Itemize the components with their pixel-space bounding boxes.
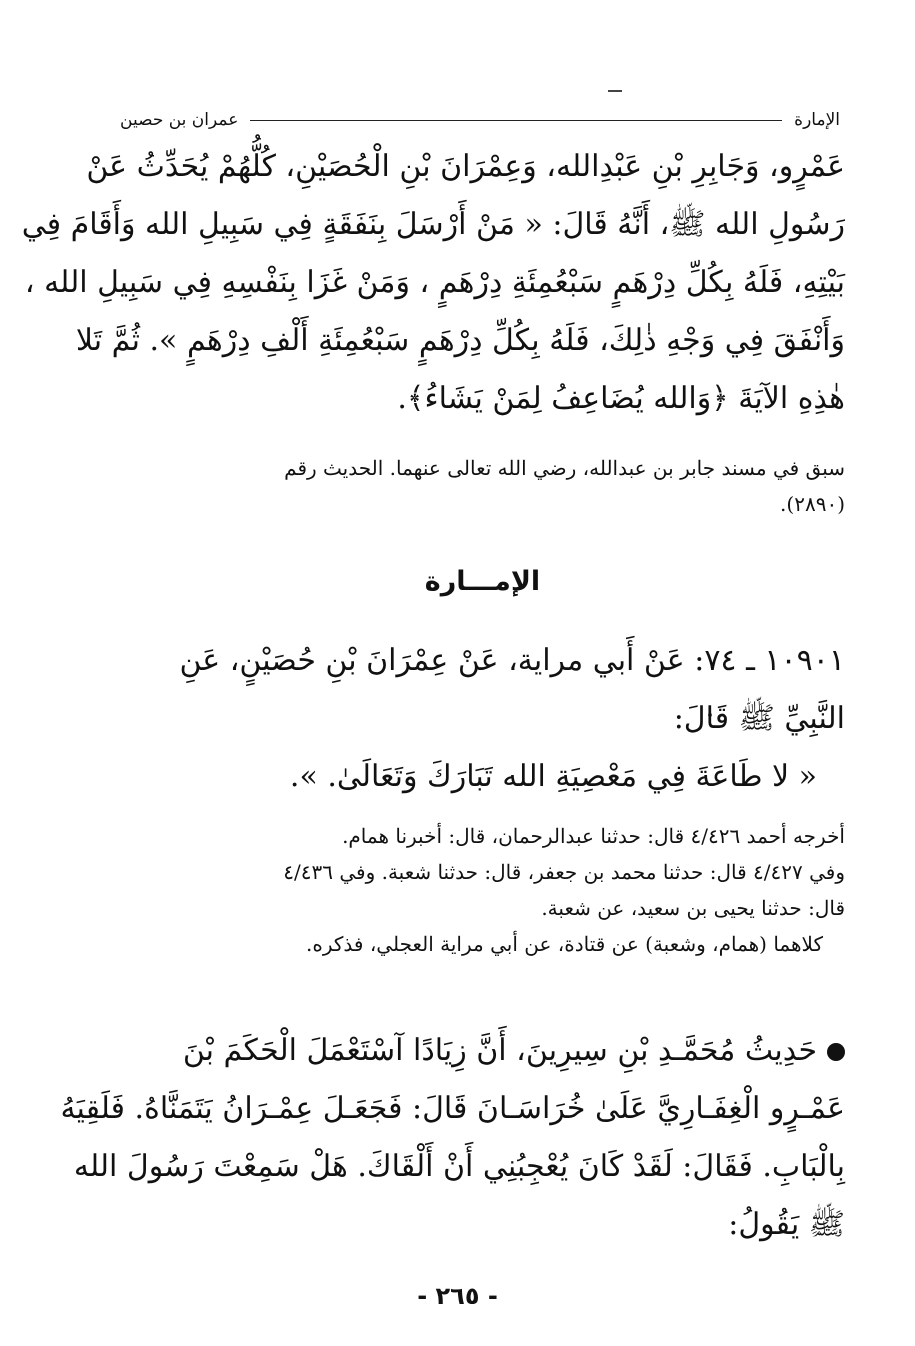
note-line: (٢٨٩٠). [780,492,845,516]
text-line: بَيْتِهِ، فَلَهُ بِكُلِّ دِرْهَمٍ سَبْعُمِئَةِ دِرْهَمٍ ، وَمَنْ غَزَا بِنَفْسِهِ فِي سَبِيلِ الله ، [24,265,845,300]
text-line: النَّبِيِّ ﷺ قَالَ: [673,701,845,736]
takhrij-line: قال: حدثنا يحيى بن سعيد، عن شعبة. [541,896,845,920]
takhrij-line: أخرجه أحمد ٤/٤٢٦ قال: حدثنا عبدالرحمان، قال: أخبرنا همام. [342,824,845,848]
text-line: ١٠٩٠١ ـ ٧٤: عَنْ أَبي مراية، عَنْ عِمْرَانَ بْنِ حُصَيْنٍ، عَنِ [179,643,845,678]
takhrij-line: وفي ٤/٤٢٧ قال: حدثنا محمد بن جعفر، قال: حدثنا شعبة. وفي ٤/٤٣٦ [283,860,845,884]
page-number: - ٢٦٥ - [417,1282,498,1310]
takhrij [120,818,845,962]
hadith-10901 [120,632,845,806]
text-line: عَمْـرٍو الْغِفَـارِيَّ عَلَىٰ خُرَاسَـانَ قَالَ: فَجَعَـلَ عِمْـرَانُ يَتَمَنَّاهُ. فَلَقِيَهُ [60,1091,845,1126]
text-line [120,1022,845,1080]
text-line-content: حَدِيثُ مُحَمَّـدِ بْنِ سِيرِينَ، أَنَّ زِيَادًا آسْتَعْمَلَ الْحَكَمَ بْنَ [182,1033,817,1068]
text-line: بِالْبَابِ. فَقَالَ: لَقَدْ كَانَ يُعْجِبُنِي أَنْ أَلْقَاكَ. هَلْ سَمِعْتَ رَسُولَ الله [73,1149,845,1184]
text-line: عَمْرٍو، وَجَابِرِ بْنِ عَبْدِالله، وَعِمْرَانَ بْنِ الْحُصَيْنِ، كُلُّهُمْ يُحَدِّثُ عَنْ [86,149,845,184]
top-mark [608,90,622,92]
hadith-continuation [21,138,845,428]
text-line: وَأَنْفَقَ فِي وَجْهِ ذٰلِكَ، فَلَهُ بِكُلِّ دِرْهَمٍ سَبْعُمِئَةِ أَلْفِ دِرْهَمٍ ». ثُمَّ تَلا [75,323,845,358]
hadith-ibn-sirin [60,1022,845,1254]
takhrij-line: كلاهما (همام، وشعبة) عن قتادة، عن أبي مراية العجلي، فذكره. [306,932,823,956]
header-chapter: عمران بن حصين [120,110,239,130]
bullet-icon [827,1043,845,1061]
note-line: سبق في مسند جابر بن عبدالله، رضي الله تعالى عنهما. الحديث رقم [284,456,845,480]
text-line: هٰذِهِ الآيَةَ ﴿وَالله يُضَاعِفُ لِمَنْ يَشَاءُ﴾. [397,381,845,416]
text-line: ﷺ يَقُولُ: [728,1207,845,1242]
header-rule [250,120,782,121]
running-header [120,100,840,140]
header-section: الإمارة [794,110,840,130]
text-line: « لا طَاعَةَ فِي مَعْصِيَةِ الله تَبَارَكَ وَتَعَالَىٰ. ». [289,759,817,794]
footnote-reference [120,450,845,522]
section-title: الإمـــارة [424,566,541,597]
text-line: رَسُولِ الله ﷺ، أَنَّهُ قَالَ: « مَنْ أَرْسَلَ بِنَفَقَةٍ فِي سَبِيلِ الله وَأَقَامَ فِي [21,207,845,242]
